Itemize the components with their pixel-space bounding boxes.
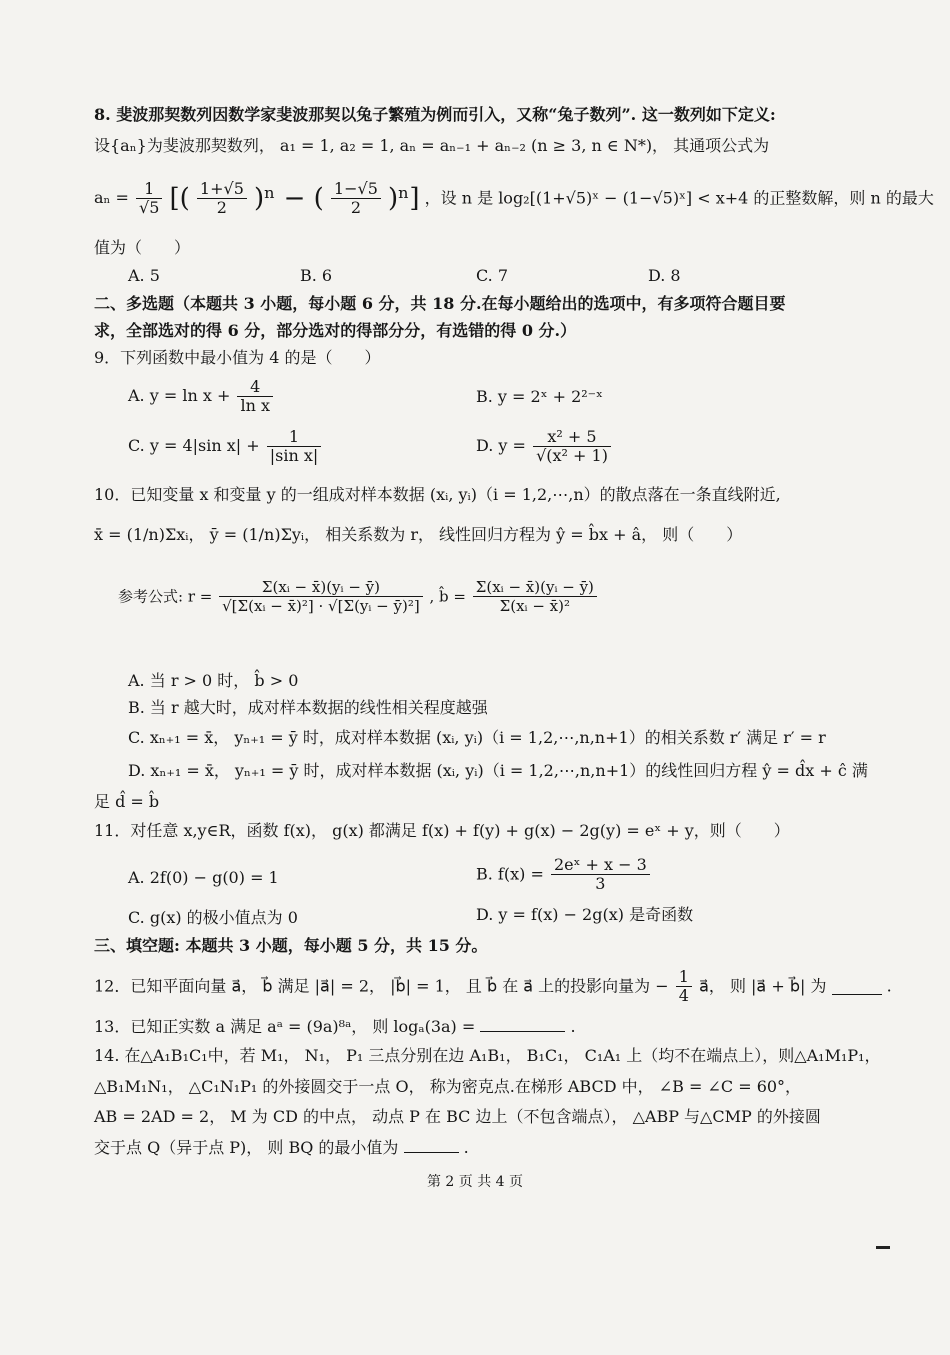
q10-b-label: , b̂ =	[429, 587, 466, 606]
q9-stem: 9．下列函数中最小值为 4 的是（ ）	[94, 348, 381, 367]
q10-ref-label: 参考公式: r =	[118, 587, 213, 606]
q9-c-num: 1	[288, 427, 300, 446]
q8-line1: 8. 斐波那契数列因数学家斐波那契以兔子繁殖为例而引入，又称“兔子数列”. 这一数列如下定义:	[94, 105, 776, 124]
q8-formula-lhs: aₙ =	[94, 188, 129, 207]
q9-option-a[interactable]	[128, 378, 275, 415]
q12-den: 4	[676, 986, 692, 1005]
q10-option-b[interactable]: B. 当 r 越大时，成对样本数据的线性相关程度越强	[128, 698, 488, 717]
q14-line4	[94, 1136, 469, 1159]
q11-b-num: 2eˣ + x − 3	[553, 855, 647, 874]
q10-r-den: √[Σ(xᵢ − x̄)²] · √[Σ(yᵢ − ȳ)²]	[219, 596, 423, 615]
q8-line2: 设{aₙ}为斐波那契数列， a₁ = 1, a₂ = 1, aₙ = aₙ₋₁ + aₙ₋₂ (n ≥ 3, n ∈ N*)， 其通项公式为	[94, 136, 770, 155]
q8-mid-paren: )ⁿ − (	[253, 183, 324, 214]
q11-stem: 11．对任意 x,y∈R，函数 f(x)， g(x) 都满足 f(x) + f(y) + g(x) − 2g(y) = eˣ + y，则（ ）	[94, 821, 790, 840]
q11-b-frac	[551, 856, 650, 893]
q8-formula-tail: ，设 n 是 log₂[(1+√5)ˣ − (1−√5)ˣ] < x+4 的正整数解，则 n 的最大	[424, 188, 934, 208]
q10-line2: x̄ = (1/n)Σxᵢ， ȳ = (1/n)Σyᵢ， 相关系数为 r， 线性回归方程为 ŷ = b̂x + â， 则（ ）	[94, 525, 743, 544]
q9-c-frac	[267, 428, 322, 465]
q11-option-b[interactable]	[476, 856, 652, 893]
q12-frac	[676, 968, 692, 1005]
q13-answer-blank[interactable]	[480, 1015, 565, 1032]
q8-coef-frac	[136, 180, 162, 217]
q8-option-b[interactable]: B. 6	[300, 266, 333, 285]
q13-line	[94, 1015, 576, 1038]
q10-line1: 10．已知变量 x 和变量 y 的一组成对样本数据 (xᵢ, yᵢ)（i = 1,2,⋯,n）的散点落在一条直线附近,	[94, 485, 781, 504]
section2-line2: 求，全部选对的得 6 分，部分选对的得部分分，有选错的得 0 分.）	[94, 321, 577, 340]
q11-option-c[interactable]: C. g(x) 的极小值点为 0	[128, 908, 298, 927]
q8-frac2-num: 1−√5	[333, 179, 378, 198]
q9-d-pre: D. y =	[476, 436, 526, 455]
section3-title: 三、填空题: 本题共 3 小题，每小题 5 分，共 15 分。	[94, 936, 488, 955]
q10-reference-formula	[118, 578, 599, 615]
q14-line1: 14. 在△A₁B₁C₁中，若 M₁， N₁， P₁ 三点分别在边 A₁B₁， B₁C₁， C₁A₁ 上（均不在端点上），则△A₁M₁P₁，	[94, 1046, 881, 1065]
q9-a-pre: A. y = ln x +	[128, 386, 231, 405]
q11-option-d[interactable]: D. y = f(x) − 2g(x) 是奇函数	[476, 905, 694, 924]
q9-c-pre: C. y = 4|sin x| +	[128, 436, 260, 455]
q9-d-num: x² + 5	[547, 427, 597, 446]
q12-line	[94, 968, 892, 1005]
q14-answer-blank[interactable]	[404, 1136, 459, 1153]
q8-frac1	[197, 180, 247, 217]
q8-frac1-num: 1+√5	[199, 179, 244, 198]
q10-option-d-cont: 足 d̂ = b̂	[94, 792, 160, 811]
q9-option-c[interactable]	[128, 428, 323, 465]
q9-a-frac	[237, 378, 273, 415]
q8-frac2	[331, 180, 381, 217]
q13-end: .	[570, 1017, 576, 1036]
q8-option-c[interactable]: C. 7	[476, 266, 509, 285]
q14-line4-end: .	[463, 1138, 469, 1157]
q9-option-b[interactable]: B. y = 2ˣ + 2²⁻ˣ	[476, 387, 603, 406]
q10-option-d[interactable]: D. xₙ₊₁ = x̄， yₙ₊₁ = ȳ 时，成对样本数据 (xᵢ, yᵢ)（i = 1,2,⋯,n,n+1）的线性回归方程 ŷ = d̂x + ĉ 满	[128, 761, 868, 780]
q9-a-num: 4	[250, 377, 261, 396]
q14-line2: △B₁M₁N₁， △C₁N₁P₁ 的外接圆交于一点 O， 称为密克点.在梯形 ABCD 中， ∠B = ∠C = 60°，	[94, 1077, 802, 1096]
q11-b-pre: B. f(x) =	[476, 864, 544, 884]
q8-option-d[interactable]: D. 8	[648, 266, 681, 285]
q11-option-a[interactable]: A. 2f(0) − g(0) = 1	[128, 868, 279, 887]
q9-d-frac	[533, 428, 611, 465]
q12-post: a⃗， 则 |a⃗ + b⃗| 为	[699, 976, 827, 996]
q10-b-num: Σ(xᵢ − x̄)(yᵢ − ȳ)	[475, 578, 594, 596]
q10-r-frac	[219, 578, 423, 615]
q11-b-den: 3	[551, 874, 650, 893]
q12-end: .	[886, 976, 892, 996]
q10-option-c[interactable]: C. xₙ₊₁ = x̄， yₙ₊₁ = ȳ 时，成对样本数据 (xᵢ, yᵢ)（i = 1,2,⋯,n,n+1）的相关系数 r′ 满足 r′ = r	[128, 728, 826, 747]
q10-r-num: Σ(xᵢ − x̄)(yᵢ − ȳ)	[261, 578, 380, 596]
q8-left-bracket: [(	[169, 183, 190, 214]
q14-line3: AB = 2AD = 2， M 为 CD 的中点， 动点 P 在 BC 边上（不包含端点）， △ABP 与△CMP 的外接圆	[94, 1107, 821, 1126]
q8-line4: 值为（ ）	[94, 238, 191, 257]
q9-d-den: √(x² + 1)	[533, 446, 611, 465]
edge-mark	[876, 1246, 890, 1249]
q9-option-d[interactable]	[476, 428, 613, 465]
q8-frac2-den: 2	[331, 198, 381, 217]
q9-a-den: ln x	[237, 396, 273, 415]
section2-line1: 二、多选题（本题共 3 小题，每小题 6 分，共 18 分.在每小题给出的选项中，有多项符合题目要	[94, 294, 786, 313]
q10-b-den: Σ(xᵢ − x̄)²	[473, 596, 597, 615]
q9-c-den: |sin x|	[267, 446, 322, 465]
q8-coef-den: √5	[136, 198, 162, 217]
q12-answer-blank[interactable]	[832, 978, 882, 995]
q8-formula	[94, 180, 934, 217]
q10-b-frac	[473, 578, 597, 615]
q14-line4-pre: 交于点 Q（异于点 P)， 则 BQ 的最小值为	[94, 1138, 399, 1157]
q8-frac1-den: 2	[197, 198, 247, 217]
q13-pre: 13．已知正实数 a 满足 aᵃ = (9a)⁸ᵃ， 则 logₐ(3a) =	[94, 1017, 476, 1036]
q8-right-bracket: )ⁿ]	[387, 183, 420, 214]
q10-option-a[interactable]: A. 当 r > 0 时， b̂ > 0	[128, 671, 299, 690]
q12-num: 1	[678, 967, 689, 986]
q8-coef-num: 1	[144, 179, 155, 198]
page-footer: 第 2 页 共 4 页	[426, 1174, 524, 1190]
q8-option-a[interactable]: A. 5	[128, 266, 160, 285]
q12-pre: 12．已知平面向量 a⃗， b⃗ 满足 |a⃗| = 2， |b⃗| = 1， 且 b⃗ 在 a⃗ 上的投影向量为 −	[94, 976, 669, 996]
